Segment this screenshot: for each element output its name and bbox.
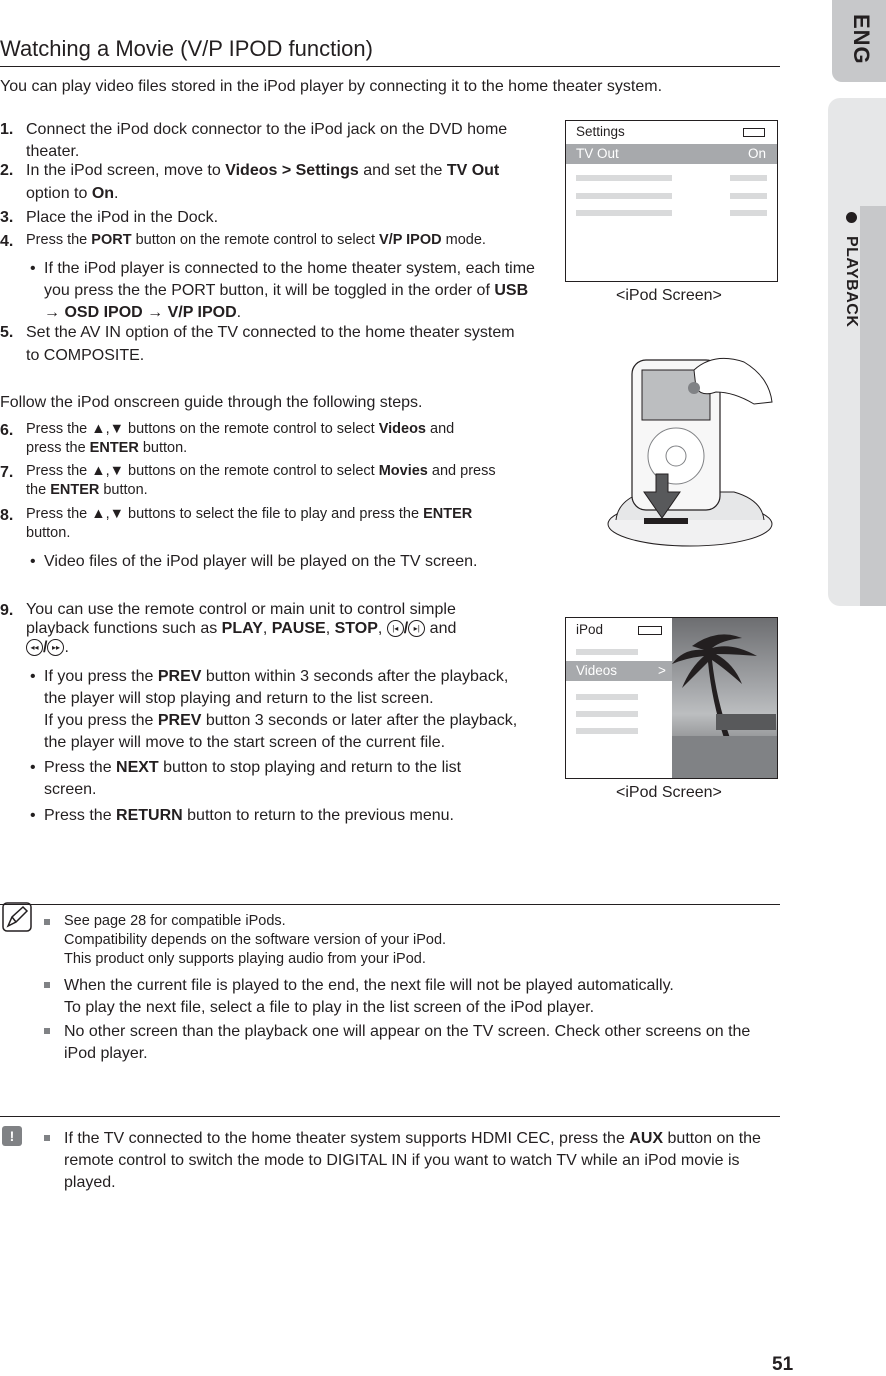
ipod-screen-settings xyxy=(565,120,778,282)
ipod-screen-header: iPod xyxy=(576,622,604,637)
section-label: PLAYBACK xyxy=(832,212,860,352)
menu-placeholder xyxy=(730,175,767,181)
bullet-dot-icon xyxy=(846,212,857,223)
menu-placeholder xyxy=(576,175,672,181)
menu-placeholder xyxy=(730,210,767,216)
square-bullet-icon xyxy=(44,982,50,988)
battery-icon xyxy=(743,128,765,137)
menu-placeholder xyxy=(576,711,638,717)
ipod-screen-caption: <iPod Screen> xyxy=(616,287,722,304)
caution-icon: ! xyxy=(2,1126,22,1146)
palm-tree-image xyxy=(672,618,777,778)
ipod-selected-row: Videos > xyxy=(566,661,672,681)
rewind-icon: ◂◂ xyxy=(26,639,43,656)
note-pencil-icon xyxy=(2,902,32,932)
menu-placeholder xyxy=(576,694,638,700)
ipod-dock-illustration xyxy=(604,352,776,552)
language-tab xyxy=(832,0,886,82)
menu-placeholder xyxy=(576,649,638,655)
square-bullet-icon xyxy=(44,1135,50,1141)
menu-placeholder xyxy=(576,728,638,734)
section-tab-accent xyxy=(860,206,886,606)
caution-divider xyxy=(0,1116,780,1117)
fast-forward-icon: ▸▸ xyxy=(47,639,64,656)
next-icon: ▸| xyxy=(408,620,425,637)
palm-beach-photo xyxy=(672,618,777,778)
menu-placeholder xyxy=(576,193,672,199)
ipod-screen-header: Settings xyxy=(576,124,625,139)
title-divider xyxy=(0,66,780,67)
battery-icon xyxy=(638,626,662,635)
follow-text: Follow the iPod onscreen guide through the following steps. xyxy=(0,394,423,411)
language-label: ENG xyxy=(849,14,874,65)
ipod-screen-caption: <iPod Screen> xyxy=(616,784,722,801)
note-divider xyxy=(0,904,780,905)
page-title: Watching a Movie (V/P IPOD function) xyxy=(0,36,373,61)
menu-placeholder xyxy=(576,210,672,216)
intro-text: You can play video files stored in the iPod player by connecting it to the home theater system. xyxy=(0,78,663,95)
page-number: 51 xyxy=(772,1354,794,1375)
square-bullet-icon xyxy=(44,1028,50,1034)
chevron-right-icon: > xyxy=(658,663,666,678)
prev-icon: |◂ xyxy=(387,620,404,637)
menu-placeholder xyxy=(730,193,767,199)
ipod-selected-row: TV Out On xyxy=(566,144,777,164)
square-bullet-icon xyxy=(44,919,50,925)
ipod-screen-videos xyxy=(565,617,778,779)
